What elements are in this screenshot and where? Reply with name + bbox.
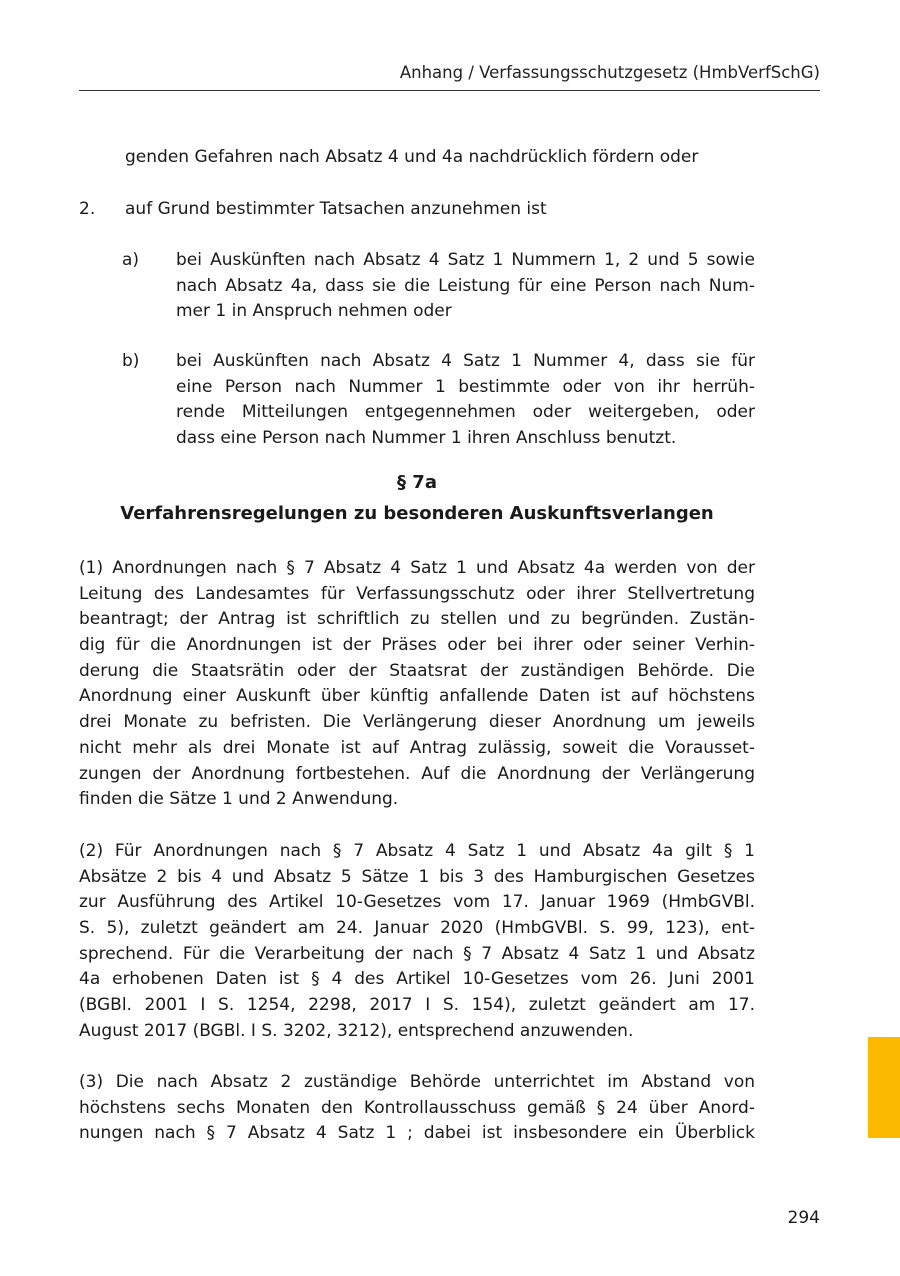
paragraph-2 (79, 839, 755, 1045)
list-item-a (176, 248, 755, 325)
text-line: nungen nach § 7 Absatz 4 Satz 1 ; dabei ist insbesondere ein Überblick (79, 1123, 755, 1144)
header-rule (79, 90, 820, 91)
continuation-line (125, 145, 698, 171)
text-line: nicht mehr als drei Monate ist auf Antrag zulässig, soweit die Vorausset- (79, 737, 755, 758)
text-line: höchstens sechs Monaten den Kontrollausschuss gemäß § 24 über Anord- (79, 1097, 755, 1118)
page-number: 294 (787, 1208, 820, 1228)
list-item-b (176, 349, 755, 452)
text-line: dass eine Person nach Nummer 1 ihren Anschluss benutzt. (176, 428, 677, 449)
paragraph-1 (79, 556, 755, 813)
chapter-tab-marker (868, 1037, 900, 1138)
text-line: (2) Für Anordnungen nach § 7 Absatz 4 Satz 1 und Absatz 4a gilt § 1 (79, 841, 755, 861)
text-line: zungen der Anordnung fortbestehen. Auf die Anordnung der Verlängerung (79, 763, 755, 784)
list-item-2 (125, 197, 547, 223)
text-line: Leitung des Landesamtes für Verfassungsschutz oder ihrer Stellvertretung (79, 583, 755, 604)
section-number: § 7a (397, 472, 437, 493)
text-line: (1) Anordnungen nach § 7 Absatz 4 Satz 1 und Absatz 4a werden von der (79, 558, 755, 578)
text-line: rende Mitteilungen entgegennehmen oder weitergeben, oder (176, 402, 755, 423)
text-line: derung die Staatsrätin oder der Staatsrat der zuständigen Behörde. Die (79, 660, 755, 681)
text-line: (BGBl. 2001 I S. 1254, 2298, 2017 I S. 154), zuletzt geändert am 17. (79, 995, 755, 1016)
text-line: genden Gefahren nach Absatz 4 und 4a nachdrücklich fördern oder (125, 147, 699, 167)
text-line: finden die Sätze 1 und 2 Anwendung. (79, 789, 399, 810)
text-line: zur Ausführung des Artikel 10-Gesetzes vom 17. Januar 1969 (HmbGVBl. (79, 892, 755, 913)
text-line: S. 5), zuletzt geändert am 24. Januar 2020 (HmbGVBl. S. 99, 123), ent- (79, 918, 755, 939)
paragraph-3 (79, 1070, 755, 1147)
section-title: Verfahrensregelungen zu besonderen Auskunftsverlangen (120, 503, 714, 524)
text-line: sprechend. Für die Verarbeitung der nach § 7 Absatz 4 Satz 1 und Absatz (79, 943, 755, 964)
text-line: eine Person nach Nummer 1 bestimmte oder von ihr herrüh- (176, 376, 755, 397)
text-line: nach Absatz 4a, dass sie die Leistung für eine Person nach Num- (176, 275, 755, 296)
text-line: August 2017 (BGBl. I S. 3202, 3212), entsprechend anzuwenden. (79, 1020, 634, 1041)
text-line: beantragt; der Antrag ist schriftlich zu stellen und zu begründen. Zustän- (79, 609, 755, 630)
text-line: mer 1 in Anspruch nehmen oder (176, 301, 452, 322)
text-line: auf Grund bestimmter Tatsachen anzunehmen ist (125, 199, 547, 219)
text-line: Absätze 2 bis 4 und Absatz 5 Sätze 1 bis 3 des Hamburgischen Gesetzes (79, 866, 755, 887)
text-line: (3) Die nach Absatz 2 zuständige Behörde unterrichtet im Abstand von (79, 1072, 755, 1092)
text-line: bei Auskünften nach Absatz 4 Satz 1 Nummer 4, dass sie für (176, 351, 755, 371)
text-line: 4a erhobenen Daten ist § 4 des Artikel 10-Gesetzes vom 26. Juni 2001 (79, 969, 755, 990)
list-number: 2. (79, 199, 96, 219)
running-header: Anhang / Verfassungsschutzgesetz (HmbVerfSchG) (399, 63, 820, 82)
text-line: drei Monate zu befristen. Die Verlängerung dieser Anordnung um jeweils (79, 712, 755, 733)
text-line: dig für die Anordnungen ist der Präses oder bei ihrer oder seiner Verhin- (79, 635, 755, 656)
list-label-a: a) (122, 250, 140, 270)
list-label-b: b) (122, 351, 140, 371)
text-line: Anordnung einer Auskunft über künftig anfallende Daten ist auf höchstens (79, 686, 755, 707)
text-line: bei Auskünften nach Absatz 4 Satz 1 Nummern 1, 2 und 5 sowie (176, 250, 755, 270)
